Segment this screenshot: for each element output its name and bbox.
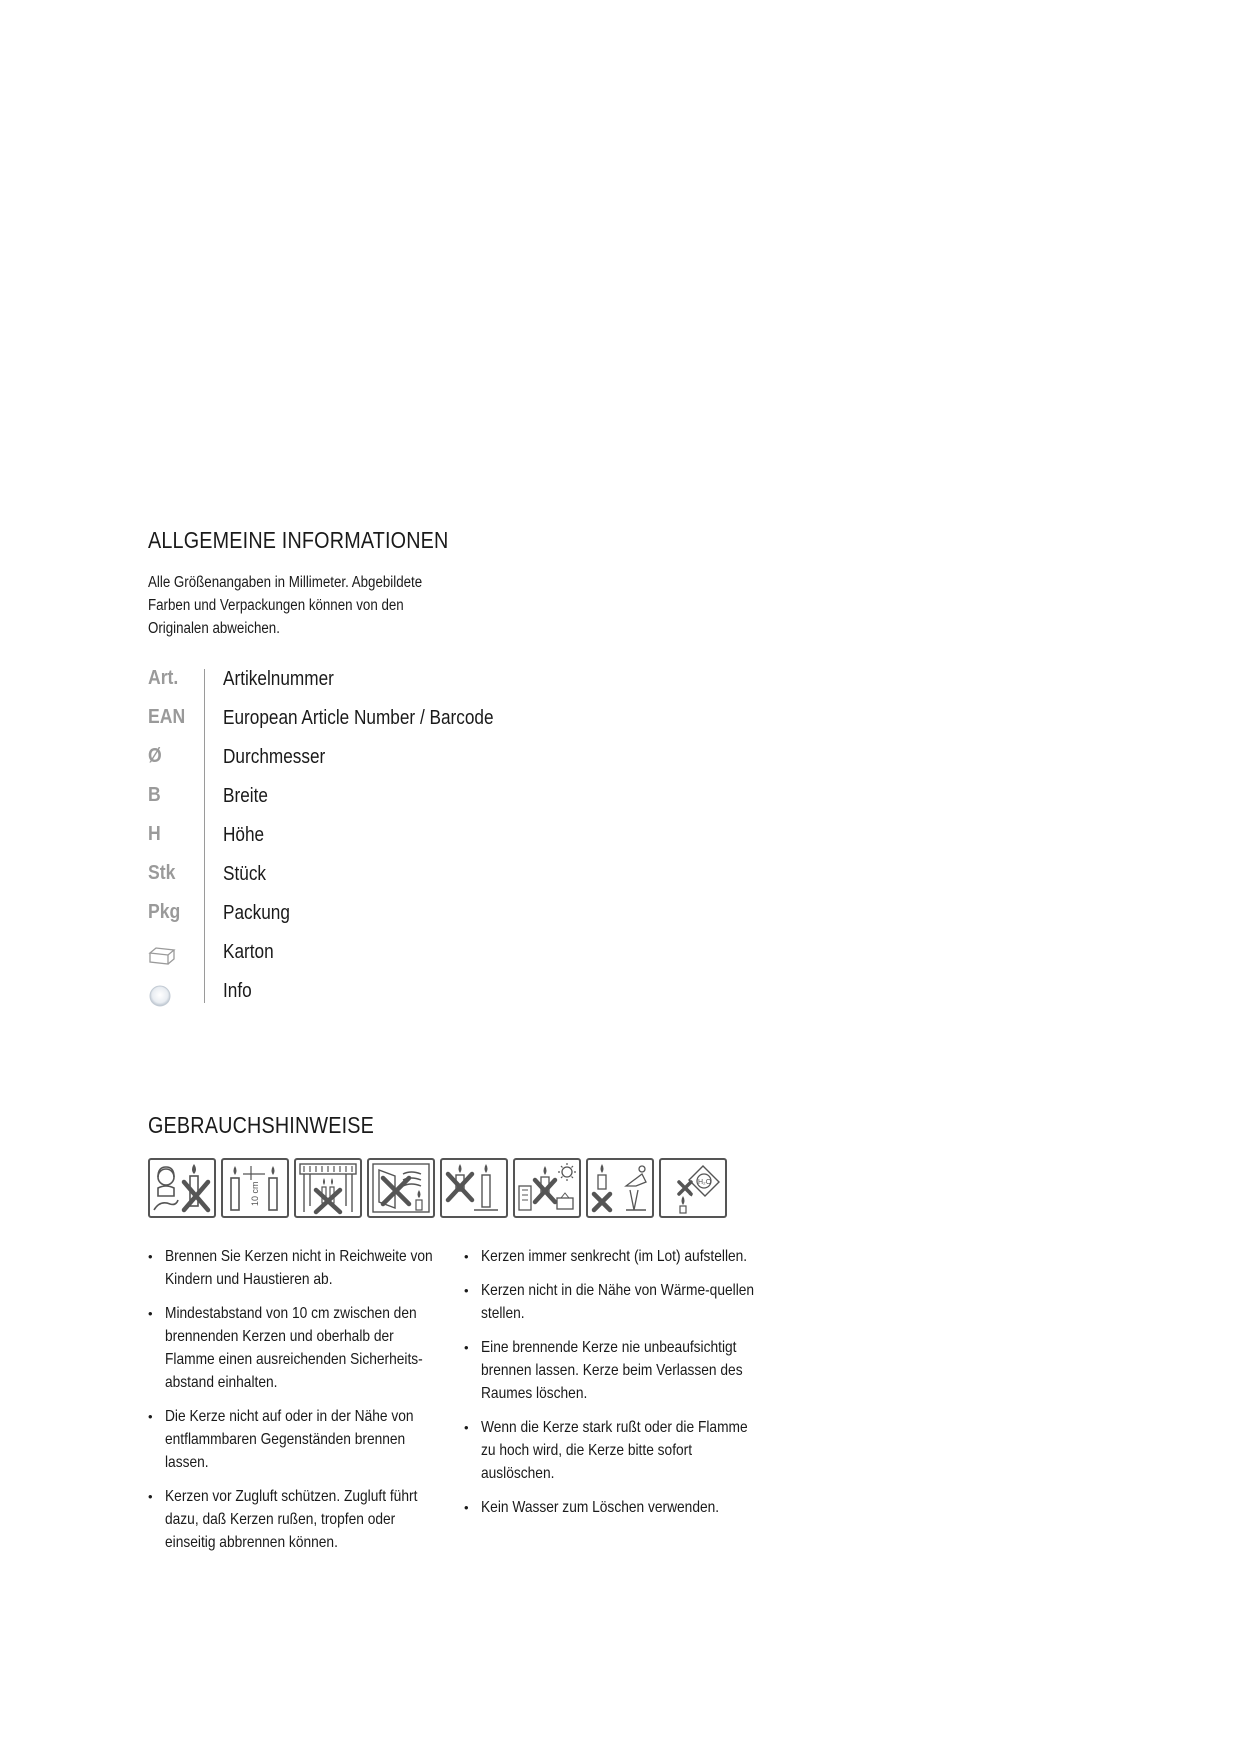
legend-abbr: Art. — [148, 667, 179, 689]
legend-desc: Stück — [223, 863, 267, 885]
usage-list-right — [464, 1245, 754, 1519]
legend-desc: European Article Number / Barcode — [223, 707, 494, 729]
list-item: • Brennen Sie Kerzen nicht in Reichweite von Kindern und Haustieren ab. — [148, 1245, 438, 1291]
curtain-flammable-warning-icon — [294, 1158, 362, 1218]
legend-desc: Artikelnummer — [223, 668, 334, 690]
unattended-candle-icon — [586, 1158, 654, 1218]
legend-abbr: Ø — [148, 745, 162, 767]
legend-desc: Info — [223, 980, 252, 1002]
legend-abbr: Pkg — [148, 901, 181, 923]
legend-desc: Karton — [223, 941, 274, 963]
legend-abbr: H — [148, 823, 161, 845]
heat-source-warning-icon — [513, 1158, 581, 1218]
legend-divider — [204, 669, 205, 1003]
distance-label: 10 cm — [250, 1181, 260, 1206]
list-item: • Kerzen nicht in die Nähe von Wärme-quellen stellen. — [464, 1279, 754, 1325]
general-info-intro: Alle Größenangaben in Millimeter. Abgebildete Farben und Verpackungen können von den Originalen abweichen. — [148, 574, 423, 637]
candle-distance-icon — [221, 1158, 289, 1218]
legend-desc: Durchmesser — [223, 746, 326, 768]
legend-abbr: B — [148, 784, 161, 806]
legend-abbr: Stk — [148, 862, 176, 884]
water-label: H₂O — [698, 1179, 712, 1186]
list-item: • Wenn die Kerze stark rußt oder die Flamme zu hoch wird, die Kerze bitte sofort auslöschen. — [464, 1416, 754, 1485]
no-water-icon — [659, 1158, 727, 1218]
list-item: • Mindestabstand von 10 cm zwischen den brennenden Kerzen und oberhalb der Flamme einen ausreichenden Sicherheits-abstand einhalten. — [148, 1302, 438, 1394]
usage-title: GEBRAUCHSHINWEISE — [148, 1112, 375, 1138]
list-item: • Kein Wasser zum Löschen verwenden. — [464, 1496, 754, 1519]
legend-desc: Breite — [223, 785, 268, 807]
legend-desc: Packung — [223, 902, 290, 924]
list-item: • Die Kerze nicht auf oder in der Nähe von entflammbaren Gegenständen brennen lassen. — [148, 1405, 438, 1474]
legend-abbr: EAN — [148, 706, 186, 728]
general-info-title: ALLGEMEINE INFORMATIONEN — [148, 527, 449, 553]
box-icon — [148, 946, 176, 971]
list-item: • Kerzen vor Zugluft schützen. Zugluft führt dazu, daß Kerzen rußen, tropfen oder einseitig abbrennen können. — [148, 1485, 438, 1554]
usage-notes-left — [148, 1245, 438, 1565]
info-circle-icon — [148, 984, 172, 1013]
draft-warning-icon — [367, 1158, 435, 1218]
list-item: • Eine brennende Kerze nie unbeaufsichtigt brennen lassen. Kerze beim Verlassen des Raumes löschen. — [464, 1336, 754, 1405]
legend-desc: Höhe — [223, 824, 265, 846]
list-item: • Kerzen immer senkrecht (im Lot) aufstellen. — [464, 1245, 754, 1268]
child-pet-candle-warning-icon — [148, 1158, 216, 1218]
usage-notes-right — [464, 1245, 754, 1530]
usage-list-left — [148, 1245, 438, 1554]
upright-candle-icon — [440, 1158, 508, 1218]
